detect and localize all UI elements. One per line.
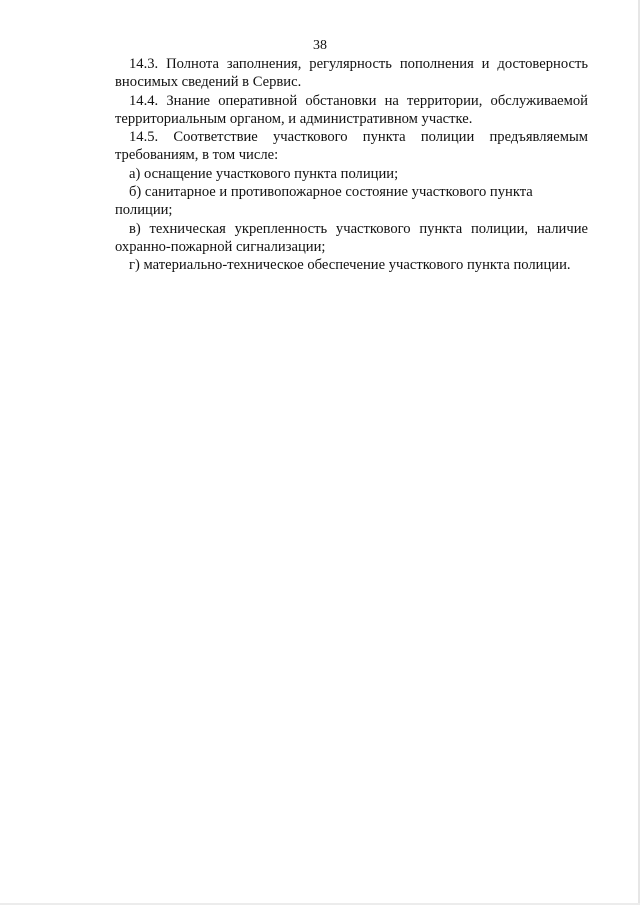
list-item-v: в) техническая укрепленность участкового пункта полиции, наличие охранно-пожарной сигнализации; (115, 220, 588, 255)
page-number: 38 (313, 38, 327, 53)
paragraph-14-4: 14.4. Знание оперативной обстановки на территории, обслуживаемой территориальным органом, и административном участке. (115, 92, 588, 127)
paragraph-14-3: 14.3. Полнота заполнения, регулярность пополнения и достоверность вносимых сведений в Сервис. (115, 56, 588, 91)
document-body (115, 55, 588, 275)
list-item-g: г) материально-техническое обеспечение участкового пункта полиции. (129, 257, 571, 274)
list-item-a: а) оснащение участкового пункта полиции; (129, 165, 399, 182)
paragraph-14-5: 14.5. Соответствие участкового пункта полиции предъявляемым требованиям, в том числе: (115, 129, 588, 164)
list-item-b: б) санитарное и противопожарное состояние участкового пункта полиции; (115, 184, 533, 219)
